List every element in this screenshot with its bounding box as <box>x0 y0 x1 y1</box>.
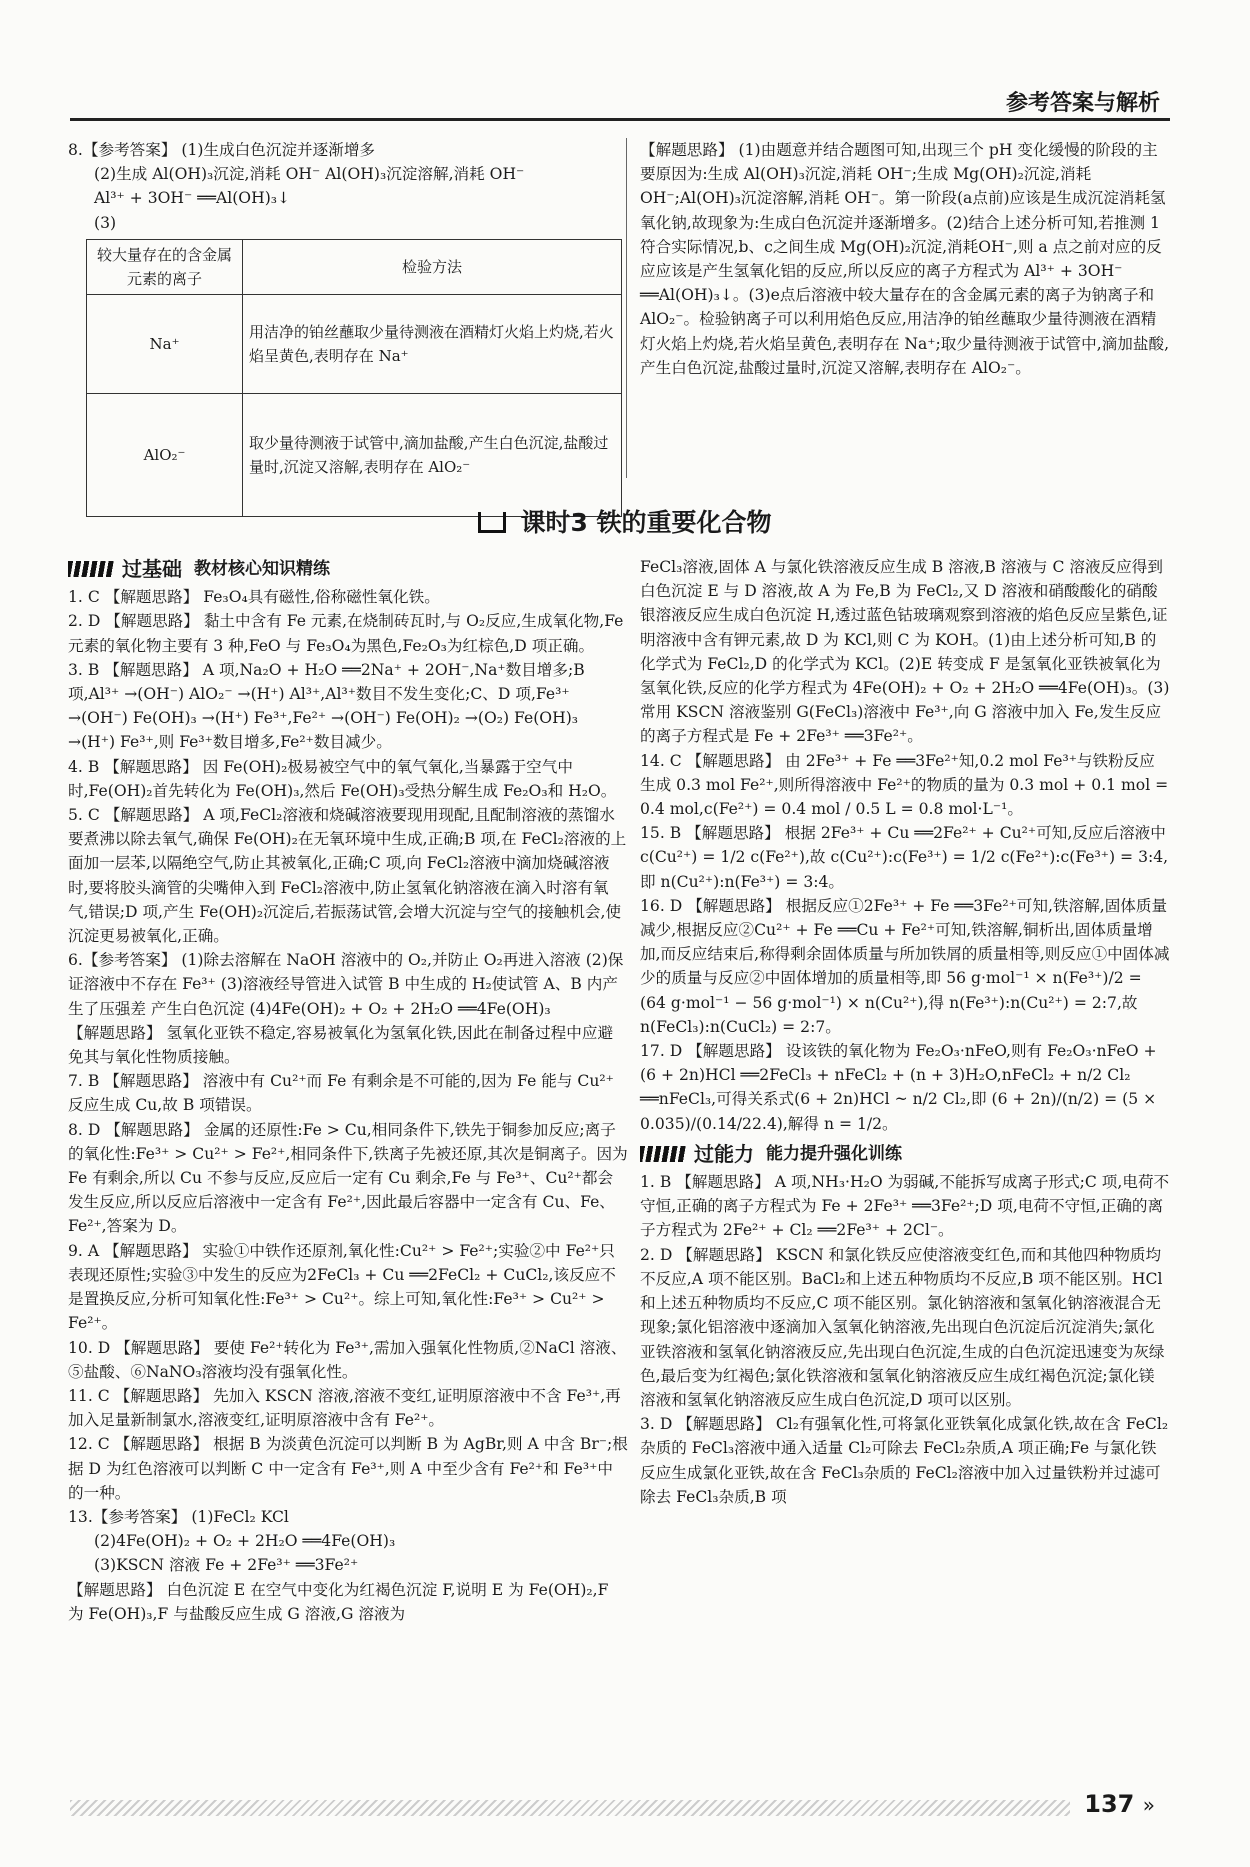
lesson-title <box>0 503 1250 539</box>
answer-item: 17. D 【解题思路】 设该铁的氧化物为 Fe₂O₃·nFeO,则有 Fe₂O₃·nFeO + (6 + 2n)HCl ══2FeCl₃ + nFeCl₂ + (n + 3)H₂O,nFeCl₂ + n/2 Cl₂ ══nFeCl₃,可得关系式(6 + 2n)HCl ~ n/2 Cl₂,即 (6 + 2n)/(n/2) = (5 × 0.035)/(0.14/22.4),解得 n = 1/2。 <box>640 1042 1157 1133</box>
answer-item: 16. D 【解题思路】 根据反应①2Fe³⁺ + Fe ══3Fe²⁺可知,铁溶解,固体质量减少,根据反应②Cu²⁺ + Fe ══Cu + Fe²⁺可知,铁溶解,铜析出,固体质量增加,而反应结束后,称得剩余固体质量与所加铁屑的质量相等,则反应①中固体减少的质量与反应②中固体增加的质量相等,即 56 g·mol⁻¹ × n(Fe³⁺)/2 = (64 g·mol⁻¹ − 56 g·mol⁻¹) × n(Cu²⁺),得 n(Fe³⁺):n(Cu²⁺) = 2:7,故 n(FeCl₃):n(CuCl₂) = 2:7。 <box>640 896 1170 1036</box>
footer-band <box>70 1800 1070 1816</box>
section-basic-title: 过基础 <box>122 557 182 581</box>
section-ability-heading <box>640 1142 1170 1166</box>
answer-item: 6.【参考答案】 (1)除去溶解在 NaOH 溶液中的 O₂,并防止 O₂再进入溶液 (2)保证溶液中不存在 Fe³⁺ (3)溶液经导管进入试管 B 中生成的 H₂使试管 A、B 内产生了压强差 产生白色沉淀 (4)4Fe(OH)₂ + O₂ + 2H₂O ══4Fe(OH)₃ <box>68 951 624 1018</box>
answer-item: (3)KSCN 溶液 Fe + 2Fe³⁺ ══3Fe²⁺ <box>94 1556 359 1575</box>
page-arrow-icon: » <box>1142 1793 1155 1817</box>
right-column <box>640 555 1170 1509</box>
q8-answer-line4: (3) <box>94 213 117 232</box>
table-cell-method: 用洁净的铂丝蘸取少量待测液在酒精灯火焰上灼烧,若火焰呈黄色,表明存在 Na⁺ <box>243 294 622 393</box>
ion-test-table <box>86 239 622 517</box>
answer-item: 1. C 【解题思路】 Fe₃O₄具有磁性,俗称磁性氧化铁。 <box>68 588 440 607</box>
top-right-block <box>640 138 1170 380</box>
table-header-row <box>87 239 622 294</box>
q8-answer-line2: (2)生成 Al(OH)₃沉淀,消耗 OH⁻ Al(OH)₃沉淀溶解,消耗 OH⁻ <box>94 165 525 184</box>
answer-item: 3. D 【解题思路】 Cl₂有强氧化性,可将氯化亚铁氧化成氯化铁,故在含 FeCl₂杂质的 FeCl₃溶液中通入适量 Cl₂可除去 FeCl₂杂质,A 项正确;Fe 与氯化铁反应生成氯化亚铁,故在含 FeCl₃杂质的 FeCl₂溶液中加入过量铁粉并过滤可除去 FeCl₃杂质,B 项 <box>640 1415 1169 1506</box>
answer-item: 12. C 【解题思路】 根据 B 为淡黄色沉淀可以判断 B 为 AgBr,则 A 中含 Br⁻;根据 D 为红色溶液可以判断 C 中一定含有 Fe³⁺,则 A 中至少含有 Fe²⁺和 Fe³⁺中的一种。 <box>68 1435 628 1502</box>
left-column <box>68 555 628 1626</box>
section-bars-icon <box>640 1146 686 1162</box>
lesson-title-text: 课时3 铁的重要化合物 <box>520 508 772 537</box>
table-row <box>87 294 622 393</box>
answer-item: 13.【参考答案】 (1)FeCl₂ KCl <box>68 1507 289 1526</box>
header-rule <box>70 118 1170 121</box>
table-cell-ion: Na⁺ <box>87 294 243 393</box>
table-cell-ion: AlO₂⁻ <box>87 393 243 516</box>
header-title: 参考答案与解析 <box>1005 91 1160 116</box>
answer-item: 10. D 【解题思路】 要使 Fe²⁺转化为 Fe³⁺,需加入强氧化性物质,②NaCl 溶液、⑤盐酸、⑥NaNO₃溶液均没有强氧化性。 <box>68 1338 627 1381</box>
answer-item: 8. D 【解题思路】 金属的还原性:Fe > Cu,相同条件下,铁先于铜参加反应;离子的氧化性:Fe³⁺ > Cu²⁺ > Fe²⁺,相同条件下,铁离子先被还原,其次是铜离子。因为 Fe 有剩余,所以 Cu 不参与反应,反应后一定有 Cu 剩余,Fe 与 Fe³⁺、Cu²⁺都会发生反应,所以反应后溶液中一定含有 Fe²⁺,因此最后容器中一定含有 Cu、Fe、Fe²⁺,答案为 D。 <box>68 1120 628 1236</box>
q8-solution: 【解题思路】 (1)由题意并结合题图可知,出现三个 pH 变化缓慢的阶段的主要原因为:生成 Al(OH)₃沉淀,消耗 OH⁻;生成 Mg(OH)₂沉淀,消耗 OH⁻;Al(OH)₃沉淀溶解,消耗 OH⁻。第一阶段(a点前)应该是生成沉淀消耗氢氧化钠,故现象为:生成白色沉淀并逐渐增多。(2)结合上述分析可知,若推测 1 符合实际情况,b、c之间生成 Mg(OH)₂沉淀,消耗OH⁻,则 a 点之前对应的反应应该是产生氢氧化铝的反应,所以反应的离子方程式为 Al³⁺ + 3OH⁻ ══Al(OH)₃↓。(3)e点后溶液中较大量存在的含金属元素的离子为钠离子和 AlO₂⁻。检验钠离子可以利用焰色反应,用洁净的铂丝蘸取少量待测液在酒精灯火焰上灼烧,若火焰呈黄色,表明存在 Na⁺;取少量待测液于试管中,滴加盐酸,产生白色沉淀,盐酸过量时,沉淀又溶解,表明存在 AlO₂⁻。 <box>640 141 1170 377</box>
answer-item: 15. B 【解题思路】 根据 2Fe³⁺ + Cu ══2Fe²⁺ + Cu²⁺可知,反应后溶液中 c(Cu²⁺) = 1/2 c(Fe²⁺),故 c(Cu²⁺):c(Fe³⁺) = 1/2 c(Fe²⁺):c(Fe³⁺) = 3:4,即 n(Cu²⁺):n(Fe³⁺) = 3:4。 <box>640 824 1169 891</box>
answer-item: 【解题思路】 氢氧化亚铁不稳定,容易被氧化为氢氧化铁,因此在制备过程中应避免其与氧化性物质接触。 <box>68 1023 614 1067</box>
table-cell-method: 取少量待测液于试管中,滴加盐酸,产生白色沉淀,盐酸过量时,沉淀又溶解,表明存在 AlO₂⁻ <box>243 393 622 516</box>
page-number <box>1084 1790 1155 1818</box>
page-number-text: 137 <box>1084 1790 1135 1818</box>
table-header-method: 检验方法 <box>243 239 622 294</box>
answer-item: 14. C 【解题思路】 由 2Fe³⁺ + Fe ══3Fe²⁺知,0.2 mol Fe³⁺与铁粉反应生成 0.3 mol Fe²⁺,则所得溶液中 Fe²⁺的物质的量为 0.3 mol + 0.1 mol = 0.4 mol,c(Fe²⁺) = 0.4 mol / 0.5 L = 0.8 mol·L⁻¹。 <box>640 751 1169 819</box>
answer-item: FeCl₃溶液,固体 A 与氯化铁溶液反应生成 B 溶液,B 溶液与 C 溶液反应得到白色沉淀 E 与 D 溶液,故 A 为 Fe,B 为 FeCl₂,又 D 溶液和硝酸酸化的硝酸银溶液反应生成白色沉淀 H,透过蓝色钴玻璃观察到溶液的焰色反应呈紫色,证明溶液中含有钾元素,故 D 为 KCl,则 C 为 KOH。(1)由上述分析可知,B 的化学式为 FeCl₂,D 的化学式为 KCl。(2)E 转变成 F 是氢氧化亚铁被氧化为氢氧化铁,反应的化学方程式为 4Fe(OH)₂ + O₂ + 2H₂O ══4Fe(OH)₃。(3)常用 KSCN 溶液鉴别 G(FeCl₃)溶液中 Fe³⁺,向 G 溶液中加入 Fe,发生反应的离子方程式是 Fe + 2Fe³⁺ ══3Fe²⁺。 <box>640 558 1170 746</box>
book-icon <box>478 512 506 533</box>
answer-item: (2)4Fe(OH)₂ + O₂ + 2H₂O ══4Fe(OH)₃ <box>94 1532 396 1551</box>
top-left-block <box>68 138 628 517</box>
section-ability-subtitle: 能力提升强化训练 <box>766 1143 902 1164</box>
answer-item: 2. D 【解题思路】 黏土中含有 Fe 元素,在烧制砖瓦时,与 O₂反应,生成氧化物,Fe 元素的氧化物主要有 3 种,FeO 与 Fe₃O₄为黑色,Fe₂O₃为红棕色,D 项正确。 <box>68 612 624 655</box>
answer-item: 2. D 【解题思路】 KSCN 和氯化铁反应使溶液变红色,而和其他四种物质均不反应,A 项不能区别。BaCl₂和上述五种物质均不反应,B 项不能区别。HCl 和上述五种物质均不反应,C 项不能区别。氯化钠溶液和氢氧化钠溶液混合无现象;氯化铝溶液中逐滴加入氢氧化钠溶液,先出现白色沉淀后沉淀消失;氯化亚铁溶液和氢氧化钠溶液反应,先出现白色沉淀,生成的白色沉淀迅速变为灰绿色,最后变为红褐色;氯化铁溶液和氢氧化钠溶液反应生成红褐色沉淀;氯化镁溶液和氢氧化钠溶液反应生成白色沉淀,D 项可以区别。 <box>640 1245 1165 1409</box>
answer-item: 【解题思路】 白色沉淀 E 在空气中变化为红褐色沉淀 F,说明 E 为 Fe(OH)₂,F 为 Fe(OH)₃,F 与盐酸反应生成 G 溶液,G 溶液为 <box>68 1580 609 1623</box>
q8-answer-line1: 8.【参考答案】 (1)生成白色沉淀并逐渐增多 <box>68 141 376 159</box>
answer-item: 9. A 【解题思路】 实验①中铁作还原剂,氧化性:Cu²⁺ > Fe²⁺;实验②中 Fe²⁺只表现还原性;实验③中发生的反应为2FeCl₃ + Cu ══2FeCl₂ + CuCl₂,该反应不是置换反应,分析可知氧化性:Fe³⁺ > Cu²⁺。综上可知,氧化性:Fe³⁺ > Cu²⁺ > Fe²⁺。 <box>68 1241 616 1333</box>
answer-item: 7. B 【解题思路】 溶液中有 Cu²⁺而 Fe 有剩余是不可能的,因为 Fe 能与 Cu²⁺反应生成 Cu,故 B 项错误。 <box>68 1072 614 1115</box>
section-ability-title: 过能力 <box>694 1141 754 1166</box>
answer-item: 1. B 【解题思路】 A 项,NH₃·H₂O 为弱碱,不能拆写成离子形式;C 项,电荷不守恒,正确的离子方程式为 Fe + 2Fe³⁺ ══3Fe²⁺;D 项,电荷不守恒,正确的离子方程式为 2Fe²⁺ + Cl₂ ══2Fe³⁺ + 2Cl⁻。 <box>640 1173 1170 1240</box>
section-basic-heading <box>68 557 628 581</box>
answer-item: 5. C 【解题思路】 A 项,FeCl₂溶液和烧碱溶液要现用现配,且配制溶液的蒸馏水要煮沸以除去氧气,确保 Fe(OH)₂在无氧环境中生成,正确;B 项,在 FeCl₂溶液的上面加一层苯,以隔绝空气,防止其被氧化,正确;C 项,向 FeCl₂溶液中滴加烧碱溶液时,要将胶头滴管的尖嘴伸入到 FeCl₂溶液中,防止氢氧化钠溶液在滴入时溶有氧气,错误;D 项,产生 Fe(OH)₂沉淀后,若振荡试管,会增大沉淀与空气的接触机会,使沉淀更易被氧化,正确。 <box>68 806 627 946</box>
answer-item: 11. C 【解题思路】 先加入 KSCN 溶液,溶液不变红,证明原溶液中不含 Fe³⁺,再加入足量新制氯水,溶液变红,证明原溶液中含有 Fe²⁺。 <box>68 1386 621 1430</box>
q8-answer-line3: Al³⁺ + 3OH⁻ ══Al(OH)₃↓ <box>94 189 291 208</box>
section-basic-subtitle: 教材核心知识精练 <box>194 559 330 579</box>
answer-item: 3. B 【解题思路】 A 项,Na₂O + H₂O ══2Na⁺ + 2OH⁻,Na⁺数目增多;B 项,Al³⁺ →(OH⁻) AlO₂⁻ →(H⁺) Al³⁺,Al³⁺数目不发生变化;C、D 项,Fe³⁺ →(OH⁻) Fe(OH)₃ →(H⁺) Fe³⁺,Fe²⁺ →(OH⁻) Fe(OH)₂ →(O₂) Fe(OH)₃ →(H⁺) Fe³⁺,则 Fe³⁺数目增多,Fe²⁺数目减少。 <box>68 660 585 752</box>
table-row <box>87 393 622 516</box>
table-header-ion: 较大量存在的含金属元素的离子 <box>87 239 243 294</box>
section-bars-icon <box>68 561 114 577</box>
answer-item: 4. B 【解题思路】 因 Fe(OH)₂极易被空气中的氧气氧化,当暴露于空气中时,Fe(OH)₂首先转化为 Fe(OH)₃,然后 Fe(OH)₃受热分解生成 Fe₂O₃和 H₂O。 <box>68 757 617 800</box>
